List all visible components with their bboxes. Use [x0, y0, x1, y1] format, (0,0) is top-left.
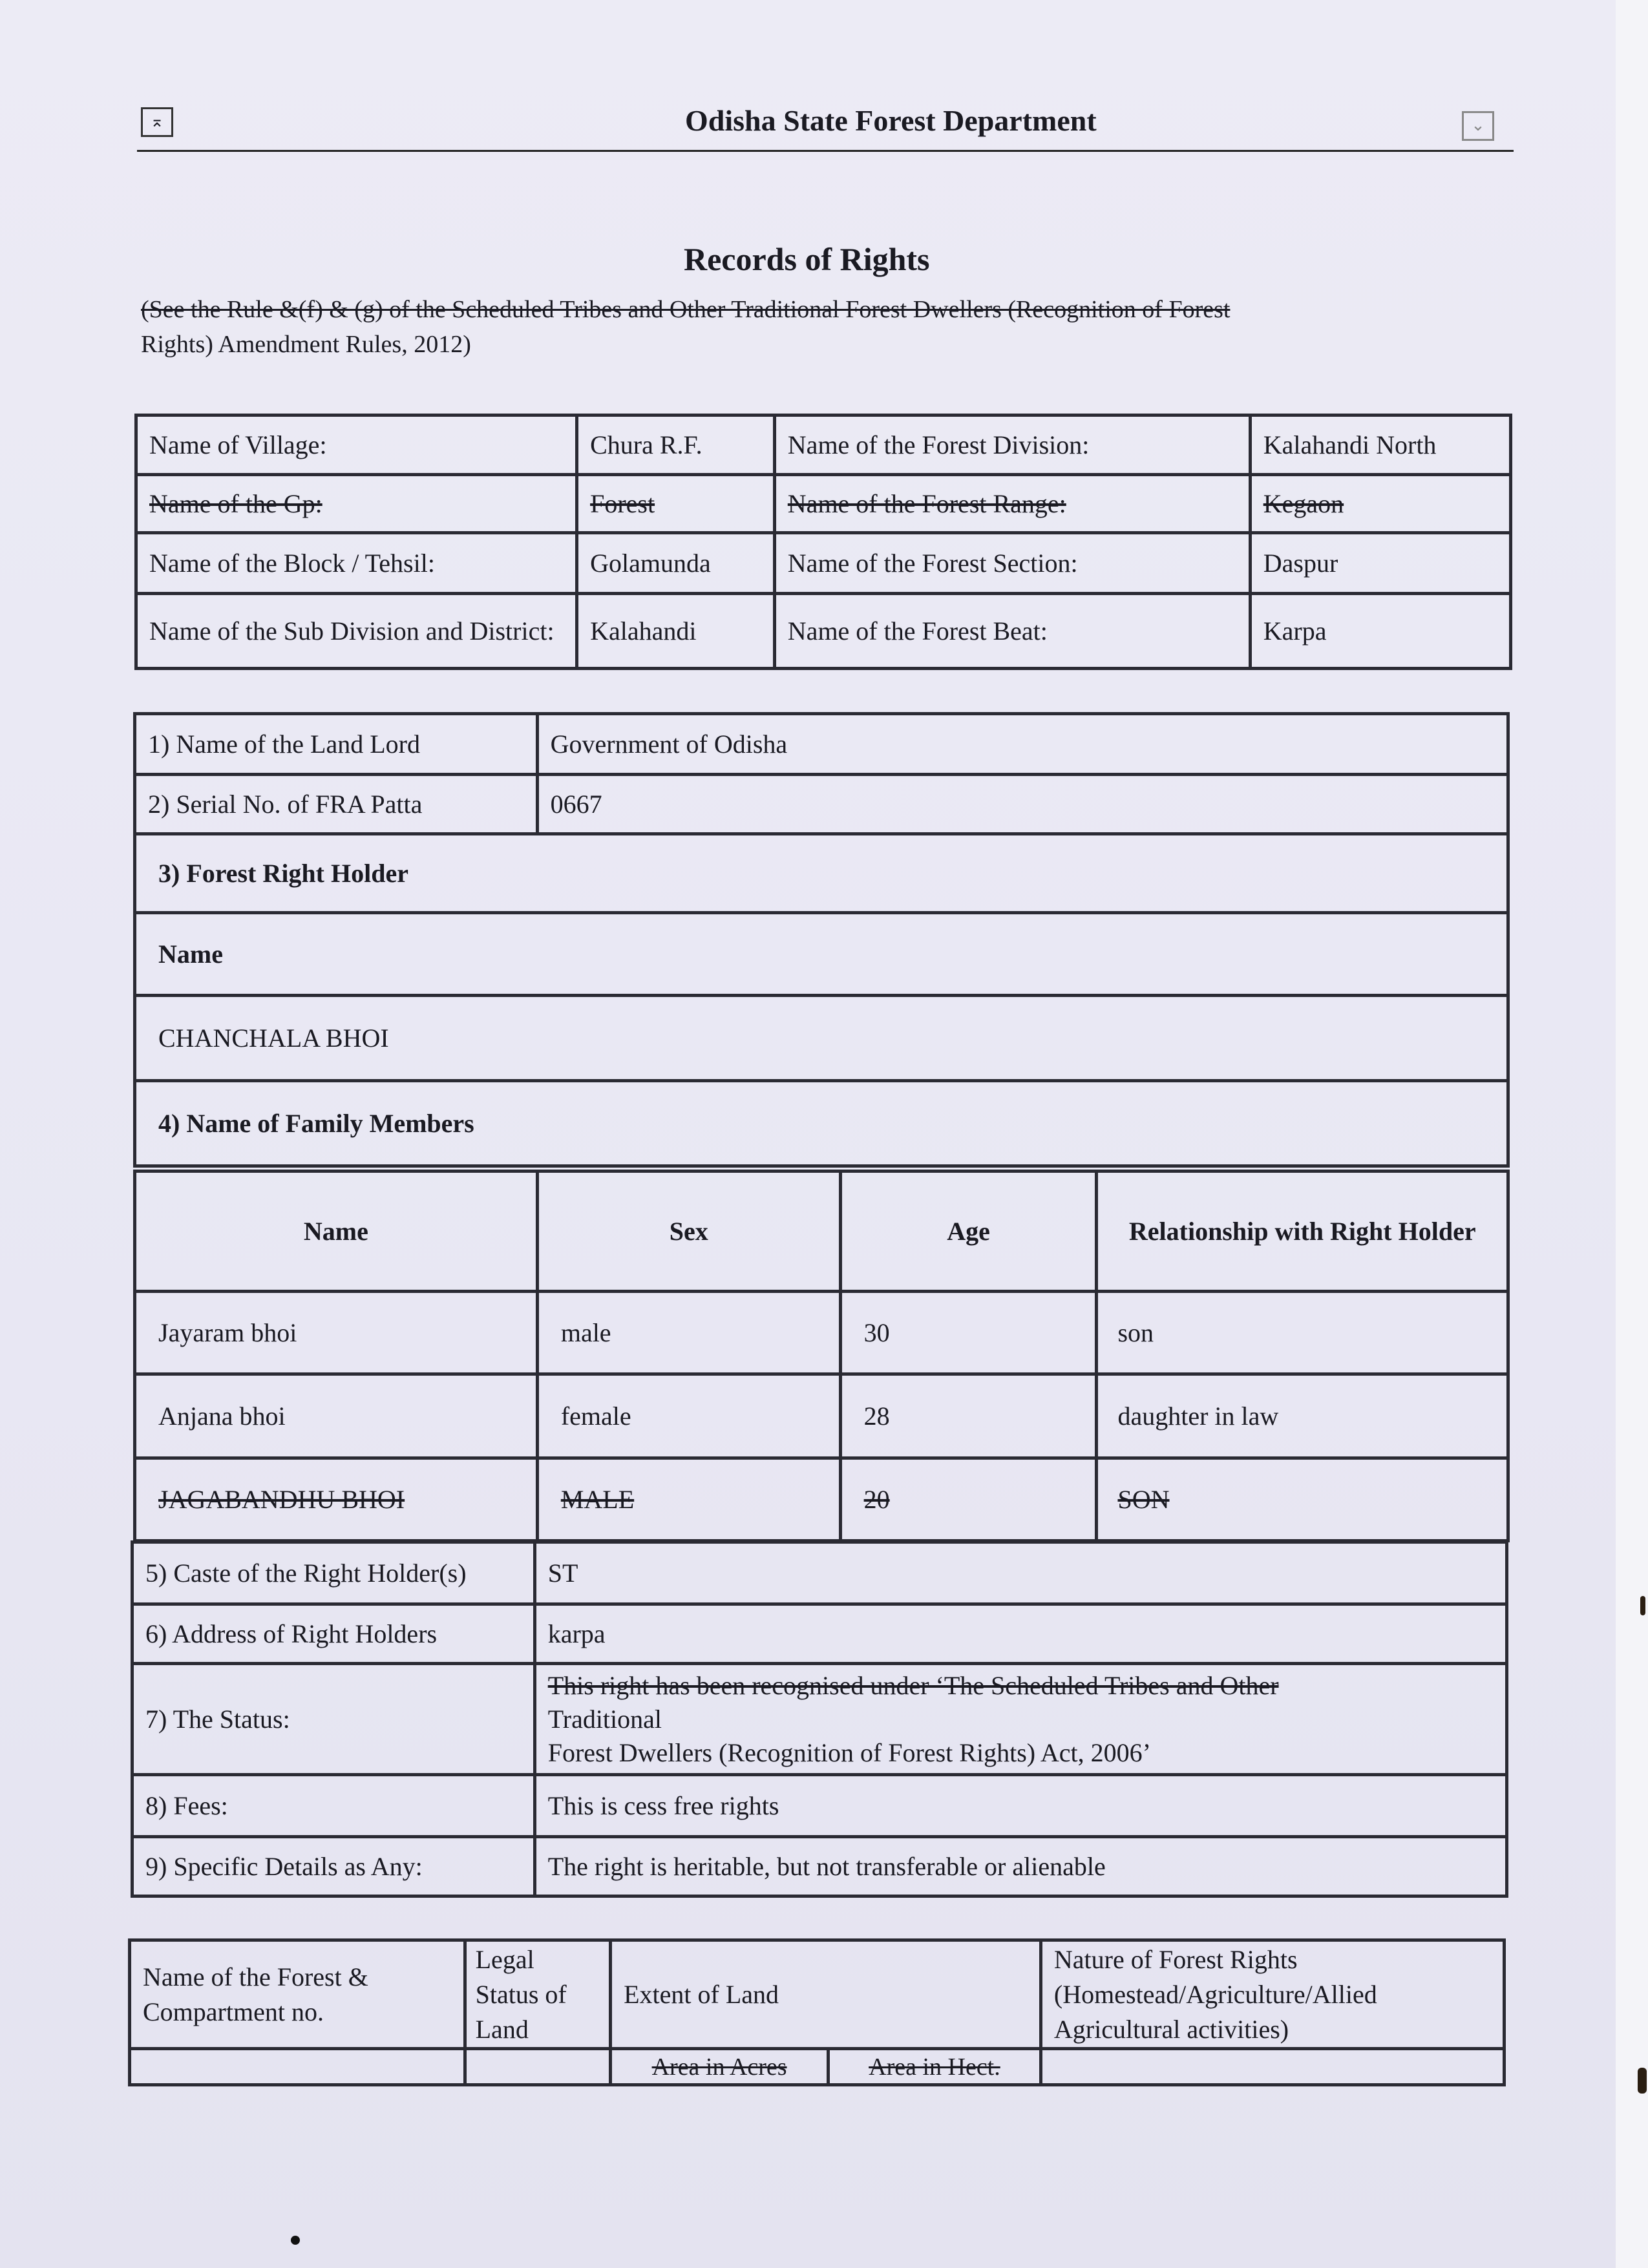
block-value: Golamunda: [577, 533, 775, 594]
range-value: Kegaon: [1250, 475, 1510, 533]
landlord-value: Government of Odisha: [537, 714, 1508, 775]
scan-speck: [291, 2236, 300, 2245]
nature-of-rights-header: Nature of Forest Rights (Homestead/Agriculture/Allied Agricultural activities): [1041, 1940, 1504, 2049]
village-value: Chura R.F.: [577, 415, 775, 475]
division-value: Kalahandi North: [1250, 415, 1510, 475]
member-relationship: son: [1097, 1292, 1508, 1374]
name-heading: Name: [135, 913, 1508, 996]
holder-name: CHANCHALA BHOI: [135, 996, 1508, 1081]
gp-value: Forest: [577, 475, 775, 533]
beat-label: Name of the Forest Beat:: [774, 594, 1250, 669]
caste-value: ST: [534, 1542, 1506, 1604]
serial-value: 0667: [537, 775, 1508, 834]
header-divider: [137, 150, 1514, 152]
table-row: [135, 1292, 1508, 1374]
fees-label: 8) Fees:: [132, 1775, 535, 1837]
details-table: [133, 712, 1510, 1168]
subtitle-line: (See the Rule &(f) & (g) of the Scheduled Tribes and Other Traditional Forest Dwellers (Recognition of Forest: [141, 296, 1231, 323]
member-age: 28: [840, 1374, 1097, 1458]
member-name: JAGABANDHU BHOI: [135, 1458, 538, 1541]
member-sex: MALE: [537, 1458, 840, 1541]
document-title: Records of Rights: [684, 241, 930, 277]
family-table: [133, 1170, 1510, 1542]
empty-cell: [130, 2049, 465, 2085]
fees-value: This is cess free rights: [534, 1775, 1506, 1837]
location-table: [134, 414, 1512, 670]
member-age: 20: [840, 1458, 1097, 1541]
landlord-label: 1) Name of the Land Lord: [135, 714, 538, 775]
range-label: Name of the Forest Range:: [774, 475, 1250, 533]
member-age: 30: [840, 1292, 1097, 1374]
document-subtitle: [141, 292, 1472, 362]
status-table: [131, 1540, 1508, 1898]
scan-edge: [1616, 0, 1648, 2268]
family-heading: 4) Name of Family Members: [135, 1081, 1508, 1166]
legal-status-header: Legal Status of Land: [465, 1940, 610, 2049]
division-label: Name of the Forest Division:: [774, 415, 1250, 475]
status-value: [534, 1664, 1506, 1775]
department-header: Odisha State Forest Department: [685, 104, 1097, 137]
status-line: This right has been recognised under ‘The Scheduled Tribes and Other: [547, 1670, 1279, 1700]
family-header-name: Name: [135, 1171, 538, 1292]
status-line: Traditional: [547, 1704, 662, 1734]
table-row: [135, 1374, 1508, 1458]
forest-compartment-header: Name of the Forest & Compartment no.: [130, 1940, 465, 2049]
corner-mark-icon: ⌅: [141, 107, 173, 137]
address-label: 6) Address of Right Holders: [132, 1604, 535, 1664]
section-label: Name of the Forest Section:: [774, 533, 1250, 594]
family-header-age: Age: [840, 1171, 1097, 1292]
member-name: Anjana bhoi: [135, 1374, 538, 1458]
area-hect-header: Area in Hect.: [829, 2049, 1041, 2085]
address-value: karpa: [534, 1604, 1506, 1664]
serial-label: 2) Serial No. of FRA Patta: [135, 775, 538, 834]
specific-value: The right is heritable, but not transferable or alienable: [534, 1837, 1506, 1896]
member-sex: female: [537, 1374, 840, 1458]
family-header-sex: Sex: [537, 1171, 840, 1292]
scan-speck: [1640, 1596, 1645, 1615]
subtitle-line: Rights) Amendment Rules, 2012): [141, 331, 471, 358]
status-label: 7) The Status:: [132, 1664, 535, 1775]
land-table: [128, 1938, 1506, 2086]
scan-speck: [1638, 2068, 1647, 2094]
extent-of-land-header: Extent of Land: [611, 1940, 1041, 2049]
family-header-relationship: Relationship with Right Holder: [1097, 1171, 1508, 1292]
empty-cell: [465, 2049, 610, 2085]
holder-heading: 3) Forest Right Holder: [135, 834, 1508, 913]
village-label: Name of Village:: [136, 415, 577, 475]
member-name: Jayaram bhoi: [135, 1292, 538, 1374]
beat-value: Karpa: [1250, 594, 1510, 669]
member-sex: male: [537, 1292, 840, 1374]
table-row: [135, 1458, 1508, 1541]
specific-label: 9) Specific Details as Any:: [132, 1837, 535, 1896]
caste-label: 5) Caste of the Right Holder(s): [132, 1542, 535, 1604]
block-label: Name of the Block / Tehsil:: [136, 533, 577, 594]
section-value: Daspur: [1250, 533, 1510, 594]
member-relationship: SON: [1097, 1458, 1508, 1541]
corner-mark-icon: ⌄: [1462, 111, 1494, 141]
member-relationship: daughter in law: [1097, 1374, 1508, 1458]
subdivision-value: Kalahandi: [577, 594, 775, 669]
area-acres-header: Area in Acres: [611, 2049, 829, 2085]
subdivision-label: Name of the Sub Division and District:: [136, 594, 577, 669]
gp-label: Name of the Gp:: [136, 475, 577, 533]
status-line: Forest Dwellers (Recognition of Forest Rights) Act, 2006’: [547, 1738, 1151, 1767]
empty-cell: [1041, 2049, 1504, 2085]
